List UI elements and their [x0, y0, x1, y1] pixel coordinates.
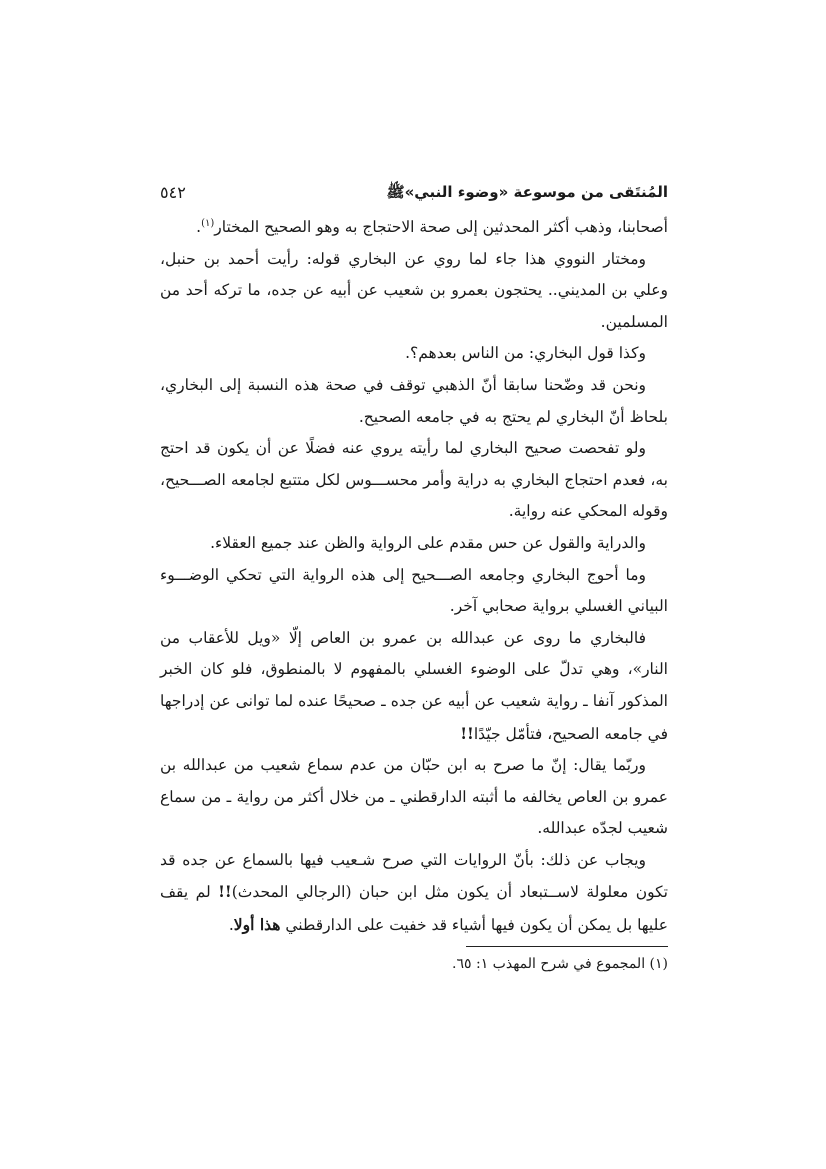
paragraph-3: وكذا قول البخاري: من الناس بعدهم؟.	[405, 344, 646, 363]
emphasis-marks: !!	[460, 723, 474, 743]
body-text	[160, 212, 668, 942]
paragraph-1-text: أصحابنا، وذهب أكثر المحدثين إلى صحة الاحتجاج به وهو الصحيح المختار	[214, 218, 668, 236]
paragraph-10-end: .	[228, 916, 234, 935]
paragraph-7: وما أحوج البخاري وجامعه الصـــحيح إلى هذه الرواية التي تحكي الوضـــوء البياني الغسلي برواية صحابي آخر.	[160, 565, 668, 616]
paragraph-8	[160, 623, 668, 750]
paragraph-6: والدراية والقول عن حس مقدم على الرواية والظن عند جميع العقلاء.	[210, 533, 646, 552]
paragraph-1	[160, 212, 668, 244]
emphasis-marks: !!	[218, 882, 232, 902]
paragraph-10-text-b: لم يقف عليها بل يمكن أن يكون فيها أشياء قد خفيت على الدارقطني	[160, 883, 668, 935]
page-number: ٥٤٢	[160, 183, 186, 202]
paragraph-8-text: فالبخاري ما روى عن عبدالله بن عمرو بن العاص إلّا «ويل للأعقاب من النار»، وهي تدلّ على الوضوء الغسلي بالمفهوم لا بالمنطوق، فلو كان الخبر المذكور آنفا ـ رواية شعيب عن أبيه عن جده ـ صحيحًا عنده لما توانى عن إدراجها في جامعه الصحيح، فتأمّل جيّدًا	[160, 628, 668, 743]
paragraph-4: ونحن قد وضّحنا سابقا أنّ الذهبي توقف في صحة هذه النسبة إلى البخاري، بلحاظ أنّ البخاري لم يحتج به في جامعه الصحيح.	[160, 375, 668, 426]
footnote: (١) المجموع في شرح المهذب ١: ٦٥.	[452, 956, 668, 972]
page-header	[160, 183, 668, 209]
footnote-divider	[466, 946, 668, 947]
paragraph-2: ومختار النووي هذا جاء لما روي عن البخاري قوله: رأيت أحمد بن حنبل، وعلي بن المديني.. يحتجون بعمرو بن شعيب عن أبيه عن جده، ما تركه أحد من المسلمين.	[160, 249, 668, 331]
paragraph-9: وربّما يقال: إنّ ما صرح به ابن حبّان من عدم سماع شعيب من عبدالله بن عمرو بن العاص يخالفه ما أثبته الدارقطني ـ من خلال أكثر من رواية ـ من سماع شعيب لجدّه عبدالله.	[160, 756, 668, 838]
paragraph-10-text-a: ويجاب عن ذلك: بأنّ الروايات التي صرح شـعيب فيها بالسماع عن جده قد تكون معلولة لاســتبعاد أن يكون مثل ابن حبان (الرجالي المحدث)	[160, 850, 668, 902]
footnote-marker: (١)	[201, 217, 215, 229]
paragraph-10	[160, 845, 668, 942]
bold-phrase: هذا أولا	[233, 915, 281, 935]
running-title: المُنتَقى من موسوعة «وضوء النبي»ﷺ	[386, 183, 668, 201]
paragraph-5: ولو تفحصت صحيح البخاري لما رأيته يروي عنه فضلًا عن أن يكون قد احتج به، فعدم احتجاج البخاري به دراية وأمر محســـوس لكل متتبع لجامعه الصـــحيح، وقوله المحكي عنه رواية.	[160, 439, 668, 521]
paragraph-1-end: .	[196, 218, 202, 236]
